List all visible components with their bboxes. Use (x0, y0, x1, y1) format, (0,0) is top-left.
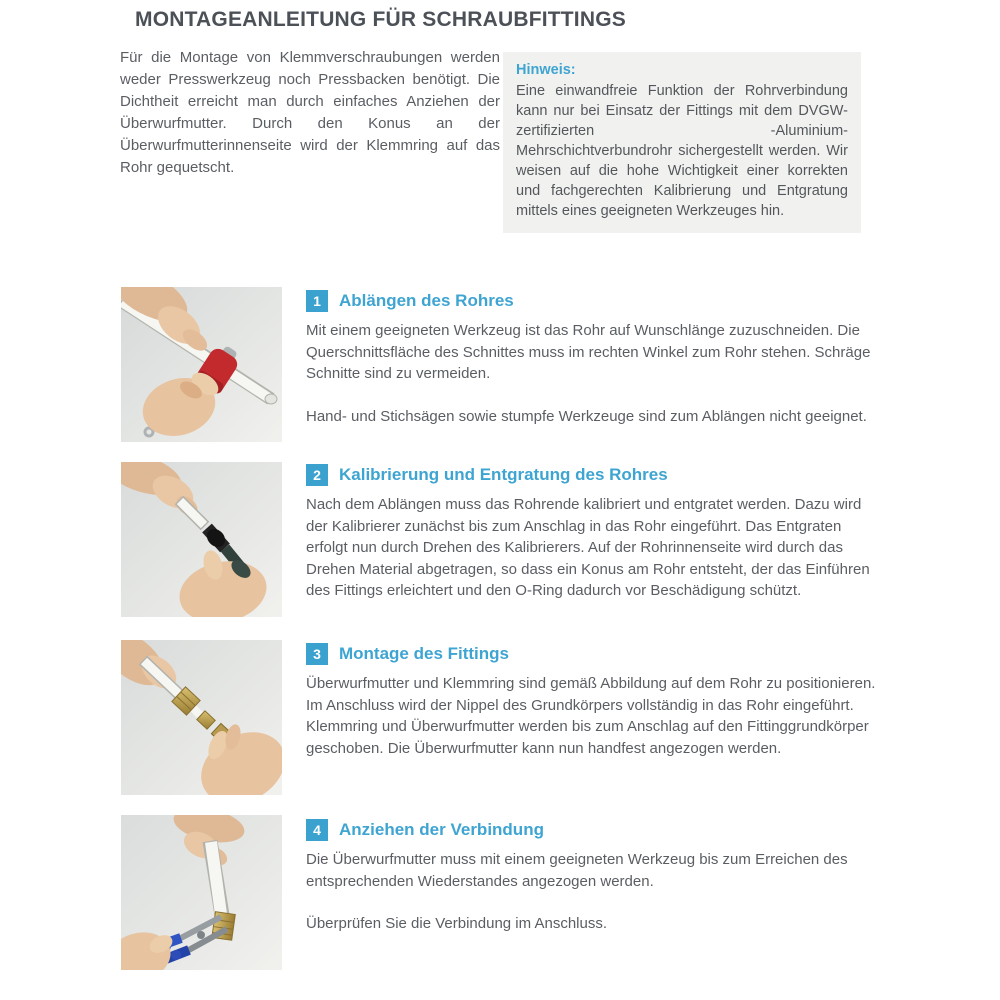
hinweis-label: Hinweis: (516, 62, 576, 78)
redacted-brand-gap (715, 134, 771, 135)
step-3-title: Montage des Fittings (339, 644, 509, 663)
step-4-header (306, 819, 882, 841)
step-3-photo (121, 640, 282, 795)
step-4-paragraph-1: Die Überwurfmutter muss mit einem geeigneten Werkzeug bis zum Erreichen des entsprechenden Wiederstandes angezogen werden. (306, 851, 848, 890)
step-4-paragraph-2: Überprüfen Sie die Verbindung im Anschluss. (306, 915, 608, 932)
step-4-photo (121, 815, 282, 970)
intro-paragraph: Für die Montage von Klemmverschraubungen werden weder Presswerkzeug noch Pressbacken benötigt. Die Dichtheit erreicht man durch einfaches Anziehen der Überwurfmutter. Durch den Konus an der Überwurfmutterinnenseite wird der Klemmring auf das Rohr gequetscht. (120, 49, 500, 176)
page-title: MONTAGEANLEITUNG FÜR SCHRAUBFITTINGS (135, 8, 626, 31)
step-2-paragraph-1: Nach dem Ablängen muss das Rohrende kalibriert und entgratet werden. Dazu wird der Kalibrierer zunächst bis zum Anschlag in das Rohr eingeführt. Das Entgraten erfolgt nun durch Drehen des Kalibrierers. Auf der Rohrinnenseite wird durch das Drehen Material abgetragen, so dass ein Konus am Rohr entsteht, der das Einführen des Fittings erleichtert und den O-Ring dadurch vor Beschädigung schützt. (306, 496, 870, 599)
step-1-paragraph-2: Hand- und Stichsägen sowie stumpfe Werkzeuge sind zum Ablängen nicht geeignet. (306, 407, 867, 425)
step-3-number-badge: 3 (306, 643, 328, 665)
hinweis-box (503, 52, 861, 233)
step-1-paragraph-1: Mit einem geeigneten Werkzeug ist das Rohr auf Wunschlänge zuzuschneiden. Die Querschnittsfläche des Schnittes muss im rechten Winkel zum Rohr stehen. Schräge Schnitte sind zu vermeiden. (306, 322, 871, 382)
step-1-number-badge: 1 (306, 290, 328, 312)
step-2-title: Kalibrierung und Entgratung des Rohres (339, 465, 668, 484)
step-1-section (306, 290, 882, 427)
step-1-title: Ablängen des Rohres (339, 291, 514, 310)
step-3-section (306, 643, 882, 759)
step-4-number-badge: 4 (306, 819, 328, 841)
step-2-header (306, 464, 882, 486)
step-3-paragraph-1: Überwurfmutter und Klemmring sind gemäß Abbildung auf dem Rohr zu positionieren. Im Anschluss wird der Nippel des Grundkörpers vollständig in das Rohr eingeführt. Klemmring und Überwurfmutter werden bis zum Anschlag auf den Fittinggrundkörper geschoben. Die Überwurfmutter kann nun handfest angezogen werden. (306, 675, 876, 757)
hinweis-text-after-gap: -Aluminium-Mehrschichtverbundrohr sichergestellt werden. Wir weisen auf die hohe Wichtigkeit einer korrekten und fachgerechten Kalibrierung und Entgratung mittels eines geeigneten Werkzeuges hin. (516, 123, 848, 219)
hinweis-text-before-gap: Eine einwandfreie Funktion der Rohrverbindung kann nur bei Einsatz der Fittings mit dem DVGW-zertifizierten (516, 83, 848, 139)
step-2-number-badge: 2 (306, 464, 328, 486)
step-4-section (306, 819, 882, 935)
step-1-photo (121, 287, 282, 442)
step-3-header (306, 643, 882, 665)
step-1-header (306, 290, 882, 312)
step-2-section (306, 464, 882, 602)
step-4-title: Anziehen der Verbindung (339, 820, 544, 839)
step-2-photo (121, 462, 282, 617)
